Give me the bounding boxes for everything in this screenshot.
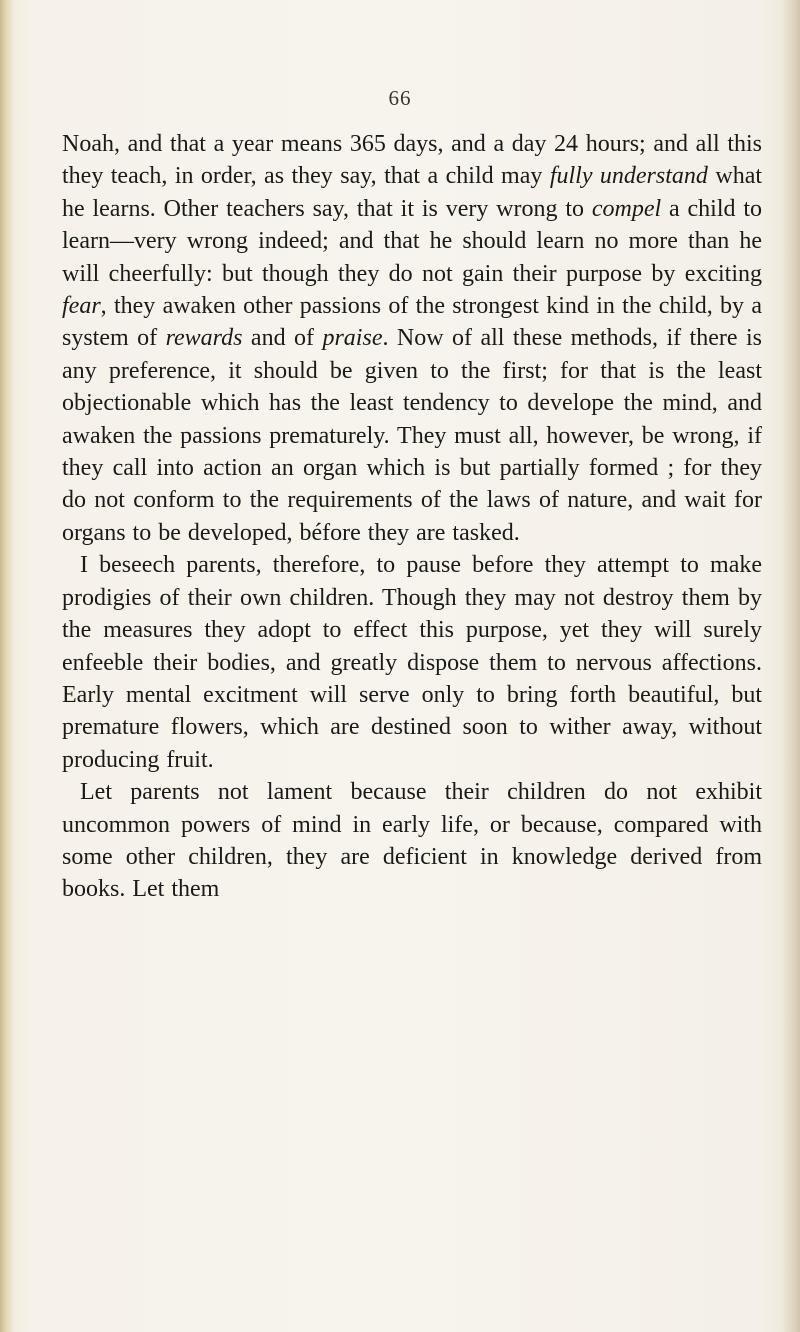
page-number: 66 <box>388 86 412 110</box>
text-segment: and of <box>242 325 323 352</box>
paragraph-3 <box>62 776 762 906</box>
italic-segment: compel <box>591 195 662 222</box>
italic-segment: rewards <box>165 325 243 352</box>
paragraph-2 <box>62 549 762 776</box>
italic-segment: fully understand <box>549 163 708 190</box>
text-segment: Let parents not lament because their children do not exhibit uncommon powers of mind in early life, or because, compared with some other children, they are deficient in knowledge derived from books. Let them <box>62 779 762 903</box>
paragraph-1 <box>62 128 762 549</box>
page-right-edge <box>782 0 800 1332</box>
text-segment: I beseech parents, therefore, to pause before they attempt to make prodigies of their own children. Though they may not destroy them by the measures they adopt to effect this purpose, yet they will surely enfeeble their bodies, and greatly dispose them to nervous affections. Early mental excitment will serve only to bring forth beautiful, but premature flowers, which are destined soon to wither away, without producing fruit. <box>62 552 762 773</box>
body-text <box>62 128 762 906</box>
italic-segment: praise <box>322 325 383 352</box>
text-segment: a child to learn—very wrong indeed; and that he should learn no more than he will cheerfully: but though they do not gain their purpose by exciting <box>62 195 762 287</box>
text-segment: Noah, and that a year means 365 days, and a day 24 hours; and all this they teach, in order, as they say, that a child may <box>62 131 762 190</box>
text-segment: . Now of all these methods, if there is any preference, it should be given to the first; for that is the least objectionable which has the least tendency to develope the mind, and awaken the passions prematurely. They must all, however, be wrong, if they call into action an organ which is but partially formed ; for they do not conform to the requirements of the laws of nature, and wait for organs to be developed, béfore they are tasked. <box>62 325 762 546</box>
text-segment: what he learns. Other teachers say, that it is very wrong to <box>62 163 763 222</box>
italic-segment: fear <box>62 293 101 320</box>
text-segment: , they awaken other passions of the strongest kind in the child, by a system of <box>62 293 762 352</box>
page-left-edge <box>0 0 14 1332</box>
